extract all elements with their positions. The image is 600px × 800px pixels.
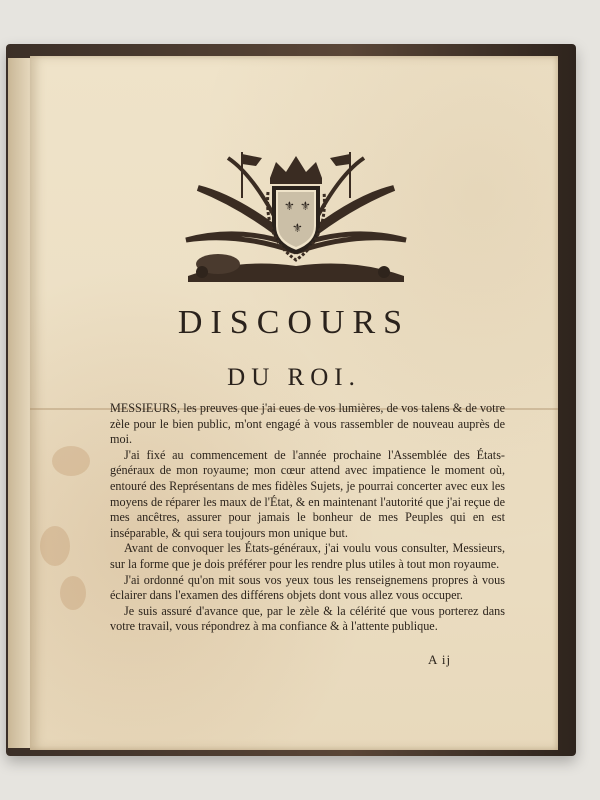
book-page xyxy=(30,56,558,750)
paragraph: MESSIEURS, les preuves que j'ai eues de vos lumières, de vos talens & de votre zèle pour le bien public, m'ont engagé à vous rassembler de nouveau auprès de moi. xyxy=(110,401,505,447)
paragraph: Je suis assuré d'avance que, par le zèle & la célérité que vous porterez dans votre travail, vous répondrez à ma confiance & à l'attente publique. xyxy=(110,603,505,634)
foxing-stain xyxy=(52,446,90,476)
royal-arms-vignette-icon xyxy=(178,148,414,284)
paragraph: J'ai ordonné qu'on mit sous vos yeux tous les renseignemens propres à vous éclairer dans l'examen des différens objets dont vous allez vous occuper. xyxy=(110,572,505,603)
signature-mark: A ij xyxy=(428,652,452,667)
foxing-stain xyxy=(40,526,70,566)
paragraph: Avant de convoquer les États-généraux, j'ai voulu vous consulter, Messieurs, sur la forme que je dois préférer pour les rendre plus utiles à tout mon royaume. xyxy=(110,541,505,571)
page-subtitle: DU ROI. xyxy=(227,364,361,391)
svg-text:⚜: ⚜ xyxy=(300,199,311,213)
svg-text:⚜: ⚜ xyxy=(284,199,295,213)
foxing-stain xyxy=(60,576,86,610)
page-title: DISCOURS xyxy=(177,304,411,341)
paragraph: J'ai fixé au commencement de l'année prochaine l'Assemblée des États-généraux de mon royaume; mon cœur attend avec impatience le moment où, entouré des Représentans de mes fidèles Sujets, je pourrai concerter avec eux les moyens de réparer les maux de l'État, & en maintenant l'autorité que j'ai reçue de mes ancêtres, assurer pour jamais le bonheur de mes Peuples qui en est inséparable, & qui sera toujours mon unique but. xyxy=(110,447,505,540)
svg-text:⚜: ⚜ xyxy=(292,221,303,235)
body-text xyxy=(110,401,505,635)
